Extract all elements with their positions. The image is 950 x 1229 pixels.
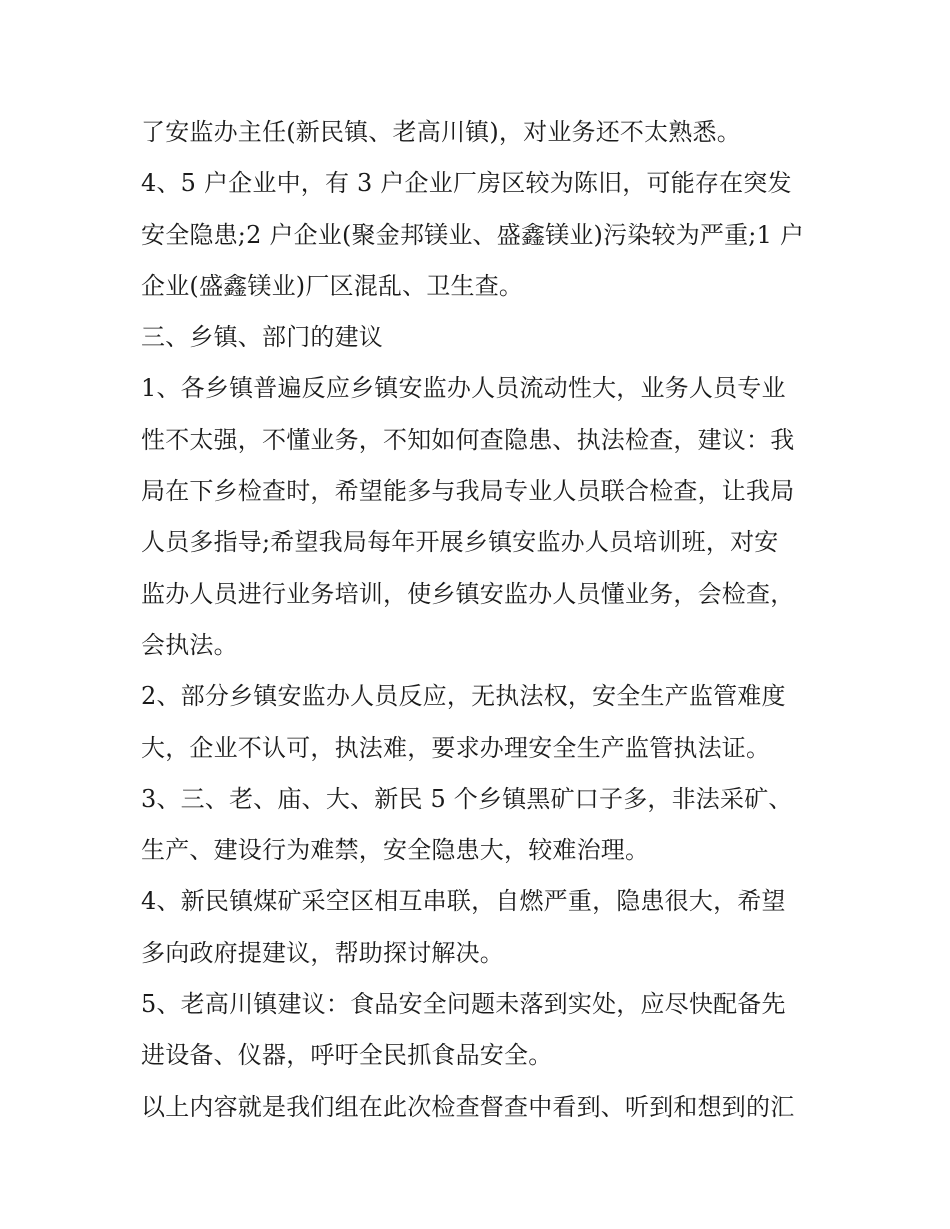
text-line-2: 4、5 户企业中，有 3 户企业厂房区较为陈旧，可能存在突发: [141, 169, 792, 198]
document-body: [141, 107, 821, 1133]
text-line-14: 3、三、老、庙、大、新民 5 个乡镇黑矿口子多，非法采矿、: [141, 784, 793, 813]
text-line-20: 以上内容就是我们组在此次检查督查中看到、听到和想到的汇: [141, 1092, 795, 1121]
text-line-11: 会执法。: [141, 630, 238, 659]
text-line-13: 大，企业不认可，执法难，要求办理安全生产监管执法证。: [141, 733, 771, 762]
text-line-10: 监办人员进行业务培训，使乡镇安监办人员懂业务，会检查，: [141, 579, 795, 608]
text-line-6: 1、各乡镇普遍反应乡镇安监办人员流动性大，业务人员专业: [141, 374, 786, 403]
text-line-18: 5、老高川镇建议：食品安全问题未落到实处，应尽快配备先: [141, 990, 786, 1019]
text-line-4: 企业(盛鑫镁业)厂区混乱、卫生查。: [141, 271, 524, 300]
text-line-8: 局在下乡检查时，希望能多与我局专业人员联合检查，让我局: [141, 477, 795, 506]
text-line-16: 4、新民镇煤矿采空区相互串联，自燃严重，隐患很大，希望: [141, 887, 786, 916]
text-line-12: 2、部分乡镇安监办人员反应，无执法权，安全生产监管难度: [141, 682, 786, 711]
text-line-19: 进设备、仪器，呼吁全民抓食品安全。: [141, 1041, 553, 1070]
text-line-3: 安全隐患;2 户企业(聚金邦镁业、盛鑫镁业)污染较为严重;1 户: [141, 220, 805, 249]
text-line-17: 多向政府提建议，帮助探讨解决。: [141, 938, 504, 967]
text-line-9: 人员多指导;希望我局每年开展乡镇安监办人员培训班，对安: [141, 528, 779, 557]
section-heading: 三、乡镇、部门的建议: [141, 323, 383, 352]
text-line-1: 了安监办主任(新民镇、老高川镇)，对业务还不太熟悉。: [141, 118, 741, 146]
text-line-15: 生产、建设行为难禁，安全隐患大，较难治理。: [141, 836, 650, 865]
text-line-7: 性不太强，不懂业务，不知如何查隐患、执法检查，建议：我: [141, 425, 795, 454]
